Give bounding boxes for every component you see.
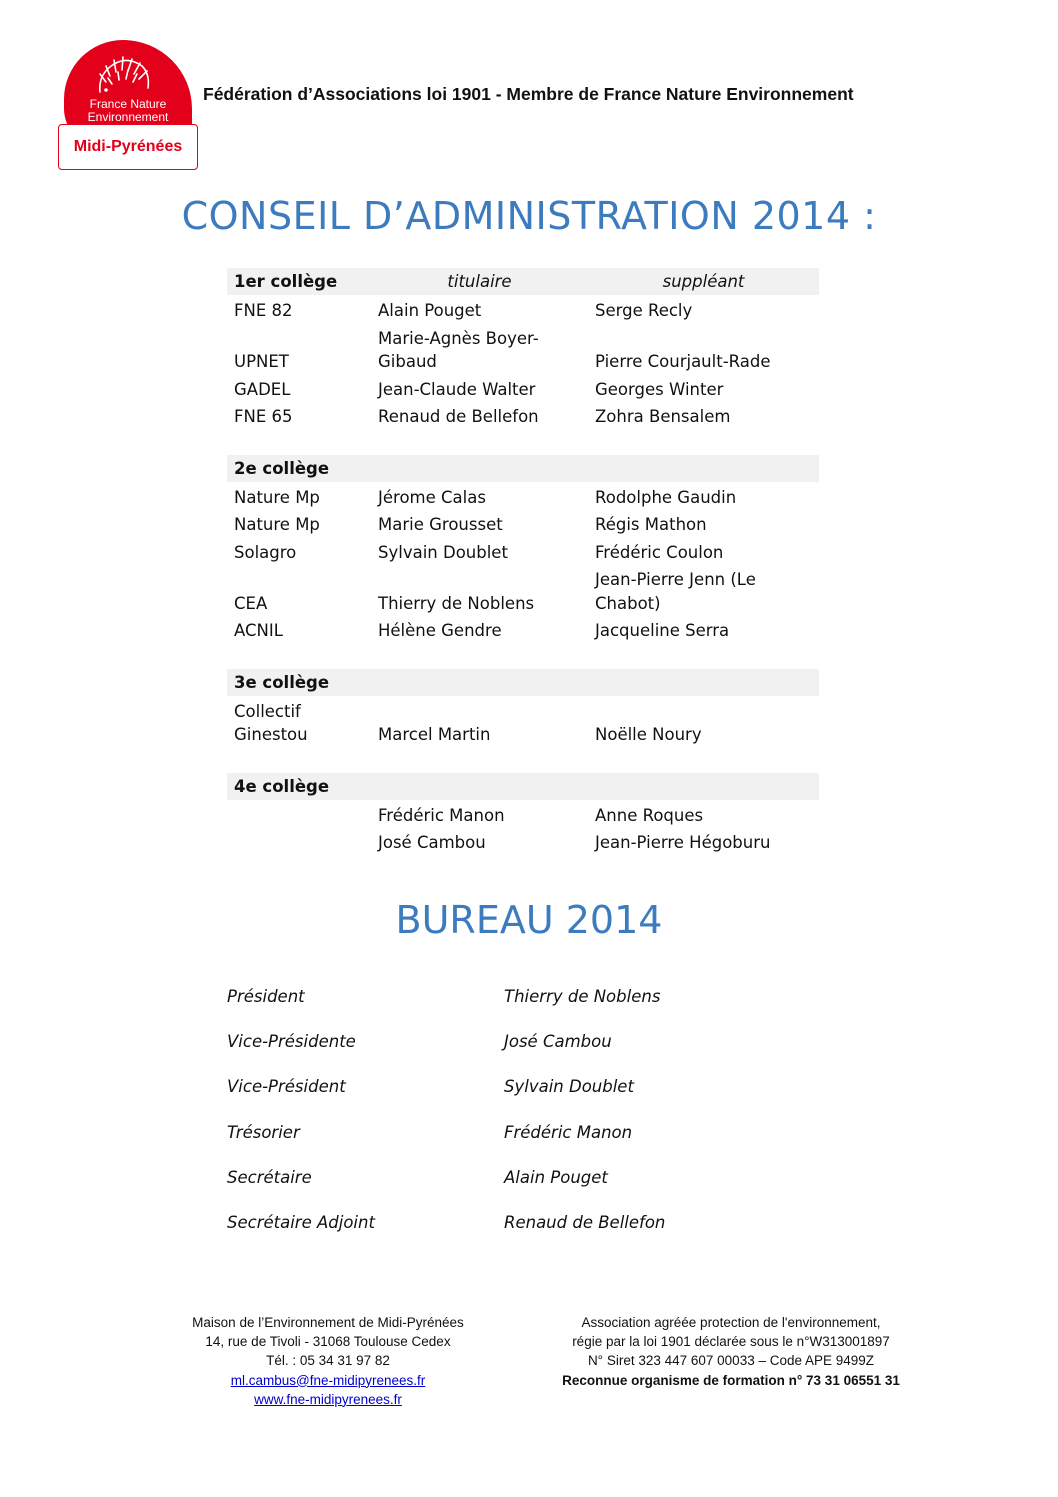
titulaire-cell: Jérome Calas bbox=[378, 487, 486, 507]
suppleant-cell: Pierre Courjault-Rade bbox=[595, 352, 771, 371]
member-row bbox=[227, 831, 819, 855]
suppleant-cell: Noëlle Noury bbox=[595, 725, 702, 744]
suppleant-cell: Anne Roques bbox=[595, 805, 704, 825]
bureau-row bbox=[227, 986, 665, 1031]
empty-cell bbox=[371, 669, 588, 696]
hedgehog-icon bbox=[92, 52, 152, 96]
bureau-member-name: Alain Pouget bbox=[504, 1167, 608, 1187]
member-row bbox=[227, 804, 819, 828]
footer-website-link[interactable]: www.fne-midipyrenees.fr bbox=[254, 1391, 402, 1407]
college-label: 1er collège bbox=[234, 272, 338, 291]
college-4-rows bbox=[227, 804, 819, 855]
titulaire-cell: Hélène Gendre bbox=[378, 621, 502, 640]
footer-legal-line: N° Siret 323 447 607 00033 – Code APE 9499Z bbox=[587, 1353, 875, 1369]
ca-table bbox=[227, 268, 819, 855]
organisation-cell: FNE 65 bbox=[234, 407, 293, 426]
spacer bbox=[227, 747, 819, 773]
bureau-role: Vice-Présidente bbox=[227, 1032, 356, 1052]
suppleant-cell: Georges Winter bbox=[595, 379, 724, 399]
bureau-row bbox=[227, 1212, 665, 1257]
suppleant-cell: Jean-Pierre Hégoburu bbox=[595, 833, 771, 852]
bureau-title: BUREAU 2014 bbox=[395, 898, 663, 942]
footer-legal-line: régie par la loi 1901 déclarée sous le n°W313001897 bbox=[572, 1334, 890, 1350]
college-header-row bbox=[227, 773, 819, 800]
bureau-row bbox=[227, 1122, 665, 1167]
empty-cell bbox=[588, 773, 819, 800]
member-row bbox=[227, 700, 819, 747]
suppleant-cell: Serge Recly bbox=[595, 301, 693, 320]
bureau-member-name: Renaud de Bellefon bbox=[504, 1212, 666, 1232]
member-row bbox=[227, 378, 819, 402]
organisation-cell: Solagro bbox=[234, 542, 297, 562]
footer-email-link[interactable]: ml.cambus@fne-midipyrenees.fr bbox=[230, 1372, 426, 1388]
titulaire-cell: Marcel Martin bbox=[378, 725, 491, 744]
college-2-rows bbox=[227, 486, 819, 643]
footer-training-number: Reconnue organisme de formation n° 73 31 06551 31 bbox=[562, 1372, 900, 1388]
titulaire-cell: Thierry de Noblens bbox=[378, 593, 535, 613]
member-row bbox=[227, 299, 819, 323]
organisation-cell bbox=[227, 804, 371, 828]
footer-address-line: 14, rue de Tivoli - 31068 Toulouse Cedex bbox=[205, 1334, 451, 1350]
footer-legal-line: Association agréée protection de l'environnement, bbox=[581, 1315, 881, 1330]
organisation-cell: UPNET bbox=[234, 352, 289, 371]
college-1-rows bbox=[227, 299, 819, 429]
bureau-row bbox=[227, 1167, 665, 1212]
member-row bbox=[227, 327, 819, 374]
organisation-cell: CEA bbox=[234, 593, 268, 613]
column-header-titulaire: titulaire bbox=[447, 272, 512, 291]
titulaire-cell: Sylvain Doublet bbox=[378, 542, 508, 562]
college-label: 3e collège bbox=[234, 672, 330, 692]
college-header-row bbox=[227, 455, 819, 482]
bureau-member-name: José Cambou bbox=[504, 1032, 612, 1052]
titulaire-cell: Jean-Claude Walter bbox=[378, 379, 536, 399]
bureau-role: Trésorier bbox=[227, 1122, 300, 1142]
bureau-role: Secrétaire Adjoint bbox=[227, 1212, 375, 1232]
footer-phone: Tél. : 05 34 31 97 82 bbox=[266, 1353, 390, 1369]
titulaire-cell: Marie-Agnès Boyer- Gibaud bbox=[378, 328, 539, 371]
titulaire-cell: Frédéric Manon bbox=[378, 805, 505, 825]
spacer bbox=[227, 643, 819, 669]
bureau-row bbox=[227, 1076, 665, 1121]
organisation-cell bbox=[227, 831, 371, 855]
college-label: 4e collège bbox=[234, 776, 330, 796]
fne-logo bbox=[58, 40, 200, 172]
footer-address-line: Maison de l’Environnement de Midi-Pyrénées bbox=[192, 1315, 464, 1330]
logo-region-label: Midi-Pyrénées bbox=[73, 138, 183, 155]
empty-cell bbox=[588, 455, 819, 482]
footer-address bbox=[168, 1313, 488, 1409]
college-label: 2e collège bbox=[234, 458, 330, 478]
titulaire-cell: Renaud de Bellefon bbox=[378, 407, 539, 426]
suppleant-cell: Frédéric Coulon bbox=[595, 542, 724, 562]
member-row bbox=[227, 405, 819, 429]
suppleant-cell: Zohra Bensalem bbox=[595, 407, 731, 426]
member-row bbox=[227, 486, 819, 510]
spacer bbox=[227, 429, 819, 455]
college-3-rows bbox=[227, 700, 819, 747]
suppleant-cell: Régis Mathon bbox=[595, 515, 707, 534]
bureau-list bbox=[227, 986, 665, 1257]
organisation-cell: Collectif Ginestou bbox=[234, 701, 308, 744]
bureau-member-name: Frédéric Manon bbox=[504, 1122, 633, 1142]
empty-cell bbox=[588, 669, 819, 696]
suppleant-cell: Jean-Pierre Jenn (Le Chabot) bbox=[595, 570, 756, 613]
member-row bbox=[227, 619, 819, 643]
organisation-cell: FNE 82 bbox=[234, 301, 293, 320]
bureau-member-name: Thierry de Noblens bbox=[504, 987, 661, 1006]
college-header-row bbox=[227, 669, 819, 696]
ca-title: CONSEIL D’ADMINISTRATION 2014 : bbox=[181, 194, 877, 238]
organisation-cell: GADEL bbox=[234, 379, 291, 399]
bureau-row bbox=[227, 1031, 665, 1076]
empty-cell bbox=[371, 773, 588, 800]
logo-text-line1: France Nature bbox=[89, 97, 167, 111]
member-row bbox=[227, 568, 819, 615]
suppleant-cell: Jacqueline Serra bbox=[595, 621, 730, 640]
member-row bbox=[227, 541, 819, 565]
titulaire-cell: José Cambou bbox=[378, 833, 486, 852]
titulaire-cell: Marie Grousset bbox=[378, 515, 503, 534]
bureau-member-name: Sylvain Doublet bbox=[504, 1077, 634, 1097]
titulaire-cell: Alain Pouget bbox=[378, 301, 482, 320]
footer-legal bbox=[540, 1313, 922, 1390]
organisation-cell: Nature Mp bbox=[234, 515, 320, 534]
organisation-cell: ACNIL bbox=[234, 621, 283, 640]
bureau-role: Secrétaire bbox=[227, 1167, 312, 1187]
logo-text-line2: Environnement bbox=[87, 110, 169, 124]
bureau-role: Vice-Président bbox=[227, 1077, 346, 1097]
college-header-row bbox=[227, 268, 819, 295]
header-tagline: Fédération d’Associations loi 1901 - Membre de France Nature Environnement bbox=[203, 84, 854, 104]
column-header-suppleant: suppléant bbox=[662, 272, 745, 291]
empty-cell bbox=[371, 455, 588, 482]
suppleant-cell: Rodolphe Gaudin bbox=[595, 487, 737, 507]
organisation-cell: Nature Mp bbox=[234, 487, 320, 507]
bureau-role: Président bbox=[227, 987, 305, 1006]
member-row bbox=[227, 513, 819, 537]
